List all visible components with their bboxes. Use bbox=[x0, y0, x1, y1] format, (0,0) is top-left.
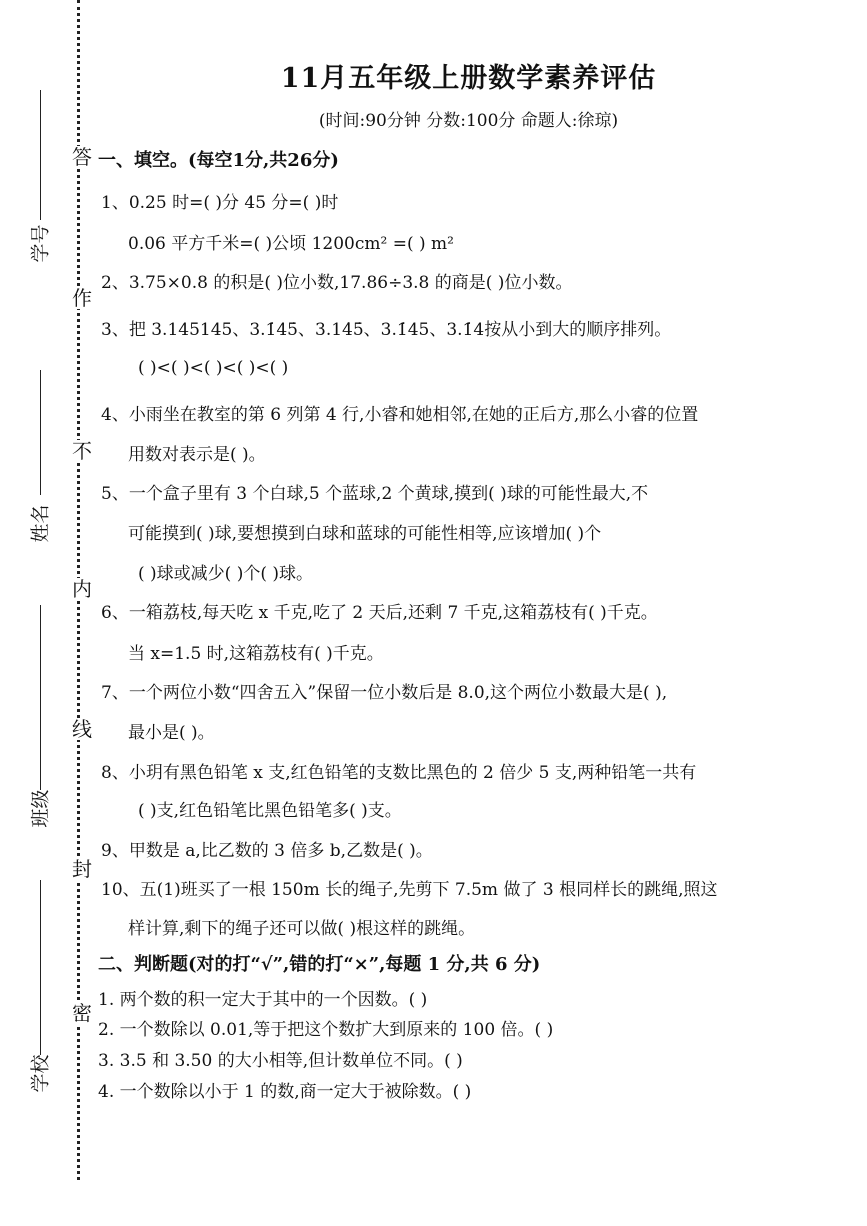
seal-char: 答 bbox=[72, 145, 92, 169]
question-line: 0.06 平方千米=( )公顷 1200cm² =( ) m² bbox=[128, 234, 454, 254]
name-label: 姓名 bbox=[29, 504, 52, 543]
judge-line: 2. 一个数除以 0.01,等于把这个数扩大到原来的 100 倍。( ) bbox=[98, 1020, 554, 1040]
name-blank[interactable] bbox=[40, 370, 41, 495]
question-line: 5、一个盒子里有 3 个白球,5 个蓝球,2 个黄球,摸到( )球的可能性最大,不 bbox=[101, 484, 649, 504]
section2-heading: 二、判断题(对的打“√”,错的打“×”,每题 1 分,共 6 分) bbox=[98, 954, 541, 975]
question-line: 当 x=1.5 时,这箱荔枝有( )千克。 bbox=[128, 644, 384, 664]
school-blank[interactable] bbox=[40, 880, 41, 1055]
judge-line: 4. 一个数除以小于 1 的数,商一定大于被除数。( ) bbox=[98, 1082, 472, 1102]
question-line: ( )<( )<( )<( )<( ) bbox=[138, 358, 289, 378]
seal-char: 封 bbox=[72, 857, 92, 881]
question-line: ( )球或减少( )个( )球。 bbox=[138, 564, 314, 584]
question-line: 6、一箱荔枝,每天吃 x 千克,吃了 2 天后,还剩 7 千克,这箱荔枝有( )千克。 bbox=[101, 603, 658, 623]
question-line: 4、小雨坐在教室的第 6 列第 4 行,小睿和她相邻,在她的正后方,那么小睿的位置 bbox=[101, 405, 699, 425]
question-line: 8、小玥有黑色铅笔 x 支,红色铅笔的支数比黑色的 2 倍少 5 支,两种铅笔一共有 bbox=[101, 763, 697, 783]
exam-subtitle: (时间:90分钟 分数:100分 命题人:徐琼) bbox=[318, 111, 619, 131]
school-label: 学校 bbox=[29, 1054, 52, 1093]
class-blank[interactable] bbox=[40, 605, 41, 790]
class-label: 班级 bbox=[29, 789, 52, 828]
question-line: 最小是( )。 bbox=[128, 723, 215, 743]
question-line: 3、把 3.145145、3.1̇45̇、3.14̇5̇、3.1̇45、3.1̇4按从小到大的顺序排列。 bbox=[101, 320, 672, 340]
question-line: ( )支,红色铅笔比黑色铅笔多( )支。 bbox=[138, 801, 402, 821]
question-line: 用数对表示是( )。 bbox=[128, 445, 266, 465]
question-line: 2、3.75×0.8 的积是( )位小数,17.86÷3.8 的商是( )位小数。 bbox=[101, 273, 573, 293]
seal-char: 作 bbox=[72, 286, 92, 310]
section1-heading: 一、填空。(每空1分,共26分) bbox=[98, 150, 339, 171]
question-line: 10、五(1)班买了一根 150m 长的绳子,先剪下 7.5m 做了 3 根同样长的跳绳,照这 bbox=[101, 880, 718, 900]
seal-char: 内 bbox=[72, 577, 92, 601]
question-line: 9、甲数是 a,比乙数的 3 倍多 b,乙数是( )。 bbox=[101, 841, 433, 861]
question-line: 7、一个两位小数“四舍五入”保留一位小数后是 8.0,这个两位小数最大是( ), bbox=[101, 683, 668, 703]
judge-line: 3. 3.5 和 3.50 的大小相等,但计数单位不同。( ) bbox=[98, 1051, 463, 1071]
question-line: 样计算,剩下的绳子还可以做( )根这样的跳绳。 bbox=[128, 919, 476, 939]
class-field[interactable] bbox=[6, 605, 52, 835]
seal-char: 不 bbox=[72, 439, 92, 463]
student-id-label: 学号 bbox=[29, 224, 52, 263]
judge-line: 1. 两个数的积一定大于其中的一个因数。( ) bbox=[98, 990, 428, 1010]
school-field[interactable] bbox=[6, 880, 52, 1100]
question-line: 1、0.25 时=( )分 45 分=( )时 bbox=[101, 193, 339, 213]
seal-char: 线 bbox=[72, 717, 92, 741]
question-line: 可能摸到( )球,要想摸到白球和蓝球的可能性相等,应该增加( )个 bbox=[128, 524, 602, 544]
name-field[interactable] bbox=[6, 370, 52, 550]
exam-title: 11月五年级上册数学素养评估 bbox=[280, 63, 657, 94]
seal-char: 密 bbox=[72, 1001, 92, 1025]
